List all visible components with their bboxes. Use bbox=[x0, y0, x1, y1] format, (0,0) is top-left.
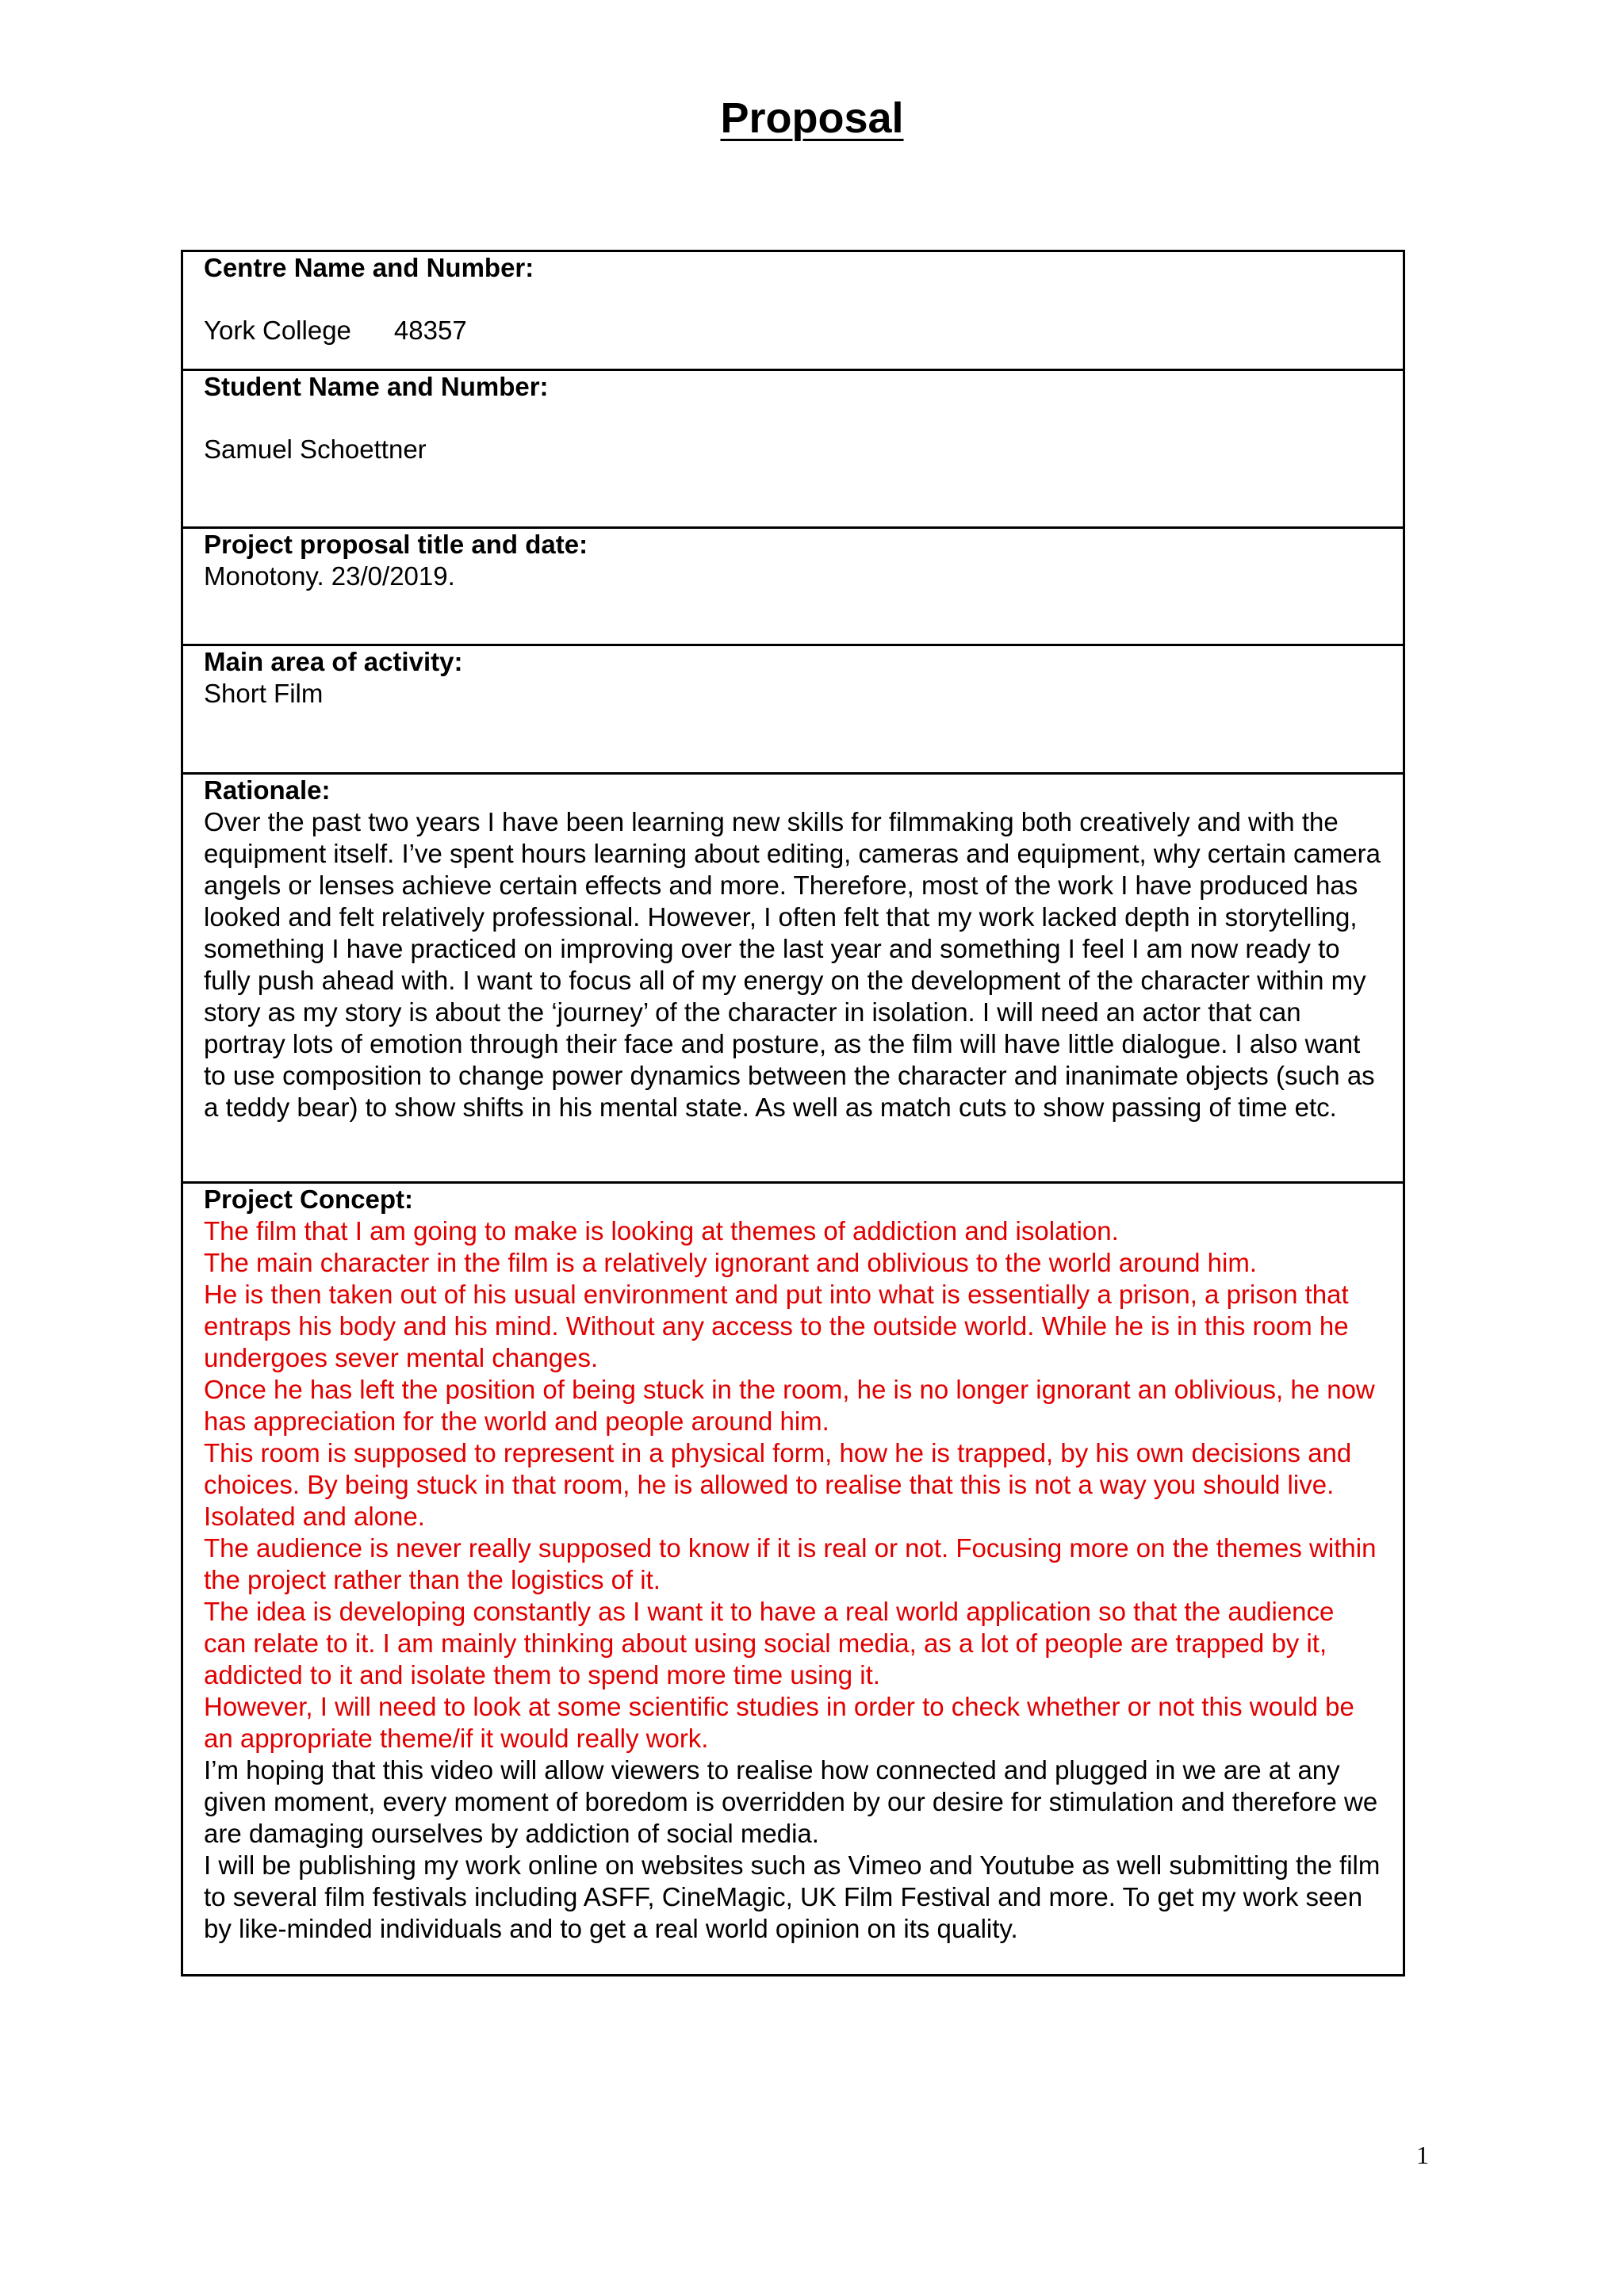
rationale-row bbox=[183, 772, 1403, 1181]
concept-red-paragraph: The idea is developing constantly as I want it to have a real world application so that the audience can relate to it. I am mainly thinking about using social media, as a lot of people are trapped by it, addicted to it and isolate them to spend more time using it. bbox=[204, 1597, 1335, 1689]
concept-black-paragraph: I’m hoping that this video will allow viewers to realise how connected and plugged in we are at any given moment, every moment of boredom is overridden by our desire for stimulation and therefore we are damaging ourselves by addiction of social media. bbox=[204, 1755, 1378, 1848]
centre-name: York College bbox=[204, 316, 351, 345]
rationale-text: Over the past two years I have been learning new skills for filmmaking both creatively and with the equipment itself. I’ve spent hours learning about editing, cameras and equipment, why certain camera angels or lenses achieve certain effects and more. Therefore, most of the work I have produced has looked and felt relatively professional. However, I often felt that my work lacked depth in storytelling, something I have practiced on improving over the last year and something I feel I am now ready to fully push ahead with. I want to focus all of my energy on the development of the character within my story as my story is about the ‘journey’ of the character in isolation. I will need an actor that can portray lots of emotion through their face and posture, as the film will have little dialogue. I also want to use composition to change power dynamics between the character and inanimate objects (such as a teddy bear) to show shifts in his mental state. As well as match cuts to show passing of time etc. bbox=[204, 807, 1381, 1122]
centre-label: Centre Name and Number: bbox=[204, 253, 534, 282]
concept-red-paragraph: The main character in the film is a relatively ignorant and oblivious to the world around him. bbox=[204, 1248, 1257, 1277]
project-title-row bbox=[183, 526, 1403, 644]
student-label: Student Name and Number: bbox=[204, 372, 549, 401]
rationale-label: Rationale: bbox=[204, 775, 331, 805]
project-title-label: Project proposal title and date: bbox=[204, 530, 588, 559]
page-title: Proposal bbox=[720, 94, 904, 142]
concept-black-paragraph: I will be publishing my work online on websites such as Vimeo and Youtube as well submitting the film to several film festivals including ASFF, CineMagic, UK Film Festival and more. To get my work seen by like-minded individuals and to get a real world opinion on its quality. bbox=[204, 1850, 1381, 1943]
page-number: 1 bbox=[1416, 2141, 1429, 2169]
concept-label: Project Concept: bbox=[204, 1184, 414, 1214]
concept-red-paragraph: This room is supposed to represent in a physical form, how he is trapped, by his own decisions and choices. By being stuck in that room, he is allowed to realise that this is not a way you should live. Isolated and alone. bbox=[204, 1438, 1352, 1531]
concept-red-paragraph: Once he has left the position of being stuck in the room, he is no longer ignorant an oblivious, he now has appreciation for the world and people around him. bbox=[204, 1375, 1375, 1436]
concept-red-paragraph: He is then taken out of his usual environment and put into what is essentially a prison, a prison that entraps his body and his mind. Without any access to the outside world. While he is in this room he undergoes sever mental changes. bbox=[204, 1280, 1349, 1372]
concept-red-paragraph: The film that I am going to make is looking at themes of addiction and isolation. bbox=[204, 1216, 1119, 1246]
main-area-label: Main area of activity: bbox=[204, 647, 463, 676]
project-title-value: Monotony. 23/0/2019. bbox=[204, 561, 455, 591]
main-area-row bbox=[183, 644, 1403, 772]
main-area-value: Short Film bbox=[204, 679, 324, 708]
centre-row bbox=[183, 252, 1403, 369]
student-value: Samuel Schoettner bbox=[204, 434, 427, 464]
student-row bbox=[183, 369, 1403, 526]
centre-value bbox=[204, 315, 1382, 346]
proposal-form bbox=[181, 250, 1405, 1976]
centre-number: 48357 bbox=[393, 316, 467, 345]
concept-red-paragraph: However, I will need to look at some scientific studies in order to check whether or not this would be an appropriate theme/if it would really work. bbox=[204, 1692, 1354, 1753]
concept-red-paragraph: The audience is never really supposed to know if it is real or not. Focusing more on the themes within the project rather than the logistics of it. bbox=[204, 1533, 1377, 1594]
concept-row bbox=[183, 1181, 1403, 1974]
